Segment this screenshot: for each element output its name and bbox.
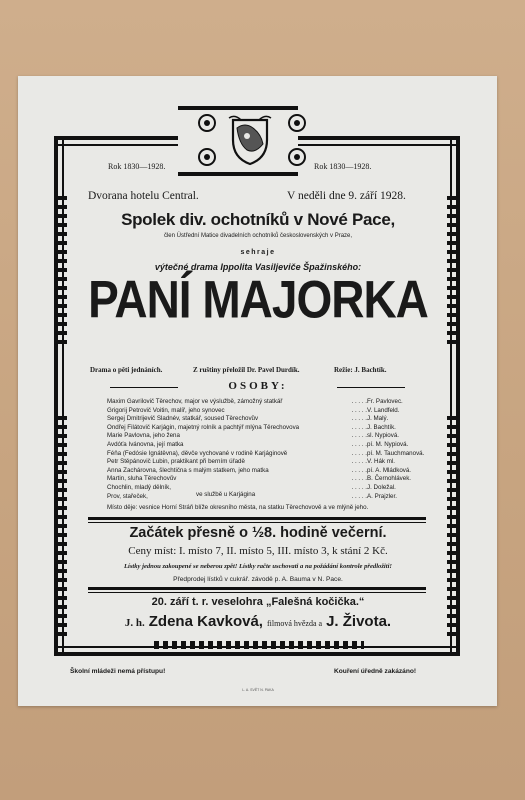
theatre-poster: [18, 76, 497, 706]
performance-date: V neděli dne 9. září 1928.: [287, 190, 406, 202]
cast-heading: OSOBY:: [228, 380, 288, 392]
cast-row: Martin, sluha Těrechovův . . . . . B. Černohlávek.: [107, 475, 412, 483]
play-title: PANÍ MAJORKA: [88, 269, 428, 329]
coat-of-arms-icon: [225, 114, 275, 166]
next-show: 20. září t. r. veselohra „Falešná kočička.“: [151, 596, 365, 608]
guest-prefix: J. h.: [124, 617, 145, 629]
subtitle-director: Režie: J. Bachtík.: [334, 366, 387, 374]
society-name: Spolek div. ochotníků v Nové Pace,: [121, 210, 395, 229]
ticket-prices: Ceny míst: I. místo 7, II. místo 5, III. místo 3, k stání 2 Kč.: [128, 545, 388, 557]
presale-info: Předprodej lístků v cukrář. závodě p. A. Bauma v N. Pace.: [173, 576, 343, 583]
society-membership: člen Ústřední Matice divadelních ochotníků československých v Praze,: [163, 233, 353, 239]
venue: Dvorana hotelu Central.: [88, 190, 199, 202]
rosette-ornament: [288, 148, 306, 166]
subtitle-acts: Drama o pěti jednáních.: [90, 366, 163, 374]
cast-row: Anna Zachárovna, šlechtična s malým statkem, jeho matka . . . . . pí. A. Mládková.: [107, 466, 412, 474]
cast-row: Marie Pavlovna, jeho žena . . . . . sl. Nypiová.: [107, 432, 399, 440]
drama-author-line: výtečné drama Ippolita Vasiljeviče Špažinského:: [154, 262, 362, 272]
cast-bracket-note: ve službě u Karjágina: [196, 491, 256, 498]
cast-row: Prov, stařeček, . . . . . A. Prajzler.: [107, 492, 397, 500]
cast-row: Sergej Dmitrijevič Sladnév, statkář, soused Těrechovův . . . . . J. Malý.: [107, 415, 389, 423]
rosette-ornament: [288, 114, 306, 132]
tickets-note: Lístky jednou zakoupené se neberou zpět! Lístky račte uschovati a na požádání kontrole předložiti!: [124, 563, 392, 570]
guest-role: filmová hvězda a: [266, 619, 323, 628]
footer-youth-notice: Školní mládeži nemá přístupu!: [70, 668, 166, 675]
printer-mark: L. A. SVĚT N. PAKA: [242, 688, 274, 692]
guest-second: J. Života.: [326, 613, 392, 630]
cast-row: Maxim Gavrilovič Těrechov, major ve výslužbě, zámožný statkář . . . . . Fr. Pavlovec.: [107, 398, 403, 405]
performs-word: sehraje: [240, 249, 276, 256]
subtitle-translator: Z ruštiny přeložil Dr. Pavel Durdík.: [193, 366, 300, 374]
year-right: Rok 1830—1928.: [314, 162, 372, 171]
guest-name: Zdena Kavková,: [148, 613, 263, 630]
cast-row: Chochlin, mladý dělník, . . . . . J. Doležal.: [107, 484, 396, 491]
year-left: Rok 1830—1928.: [108, 162, 166, 171]
place-of-action: Místo děje: vesnice Horní Stráň blíže okresního města, na statku Těrechovově a ve mlýně jeho.: [107, 504, 369, 511]
guest-line: [68, 613, 448, 631]
start-time: Začátek přesně o ½8. hodině večerní.: [129, 525, 387, 541]
cast-row: Grigorij Petrovič Voitin, malíř, jeho synovec . . . . . V. Landfeld.: [107, 406, 400, 414]
cast-row: Petr Štěpánovič Lubin, praktikant při berním úřadě . . . . . V. Hák ml.: [107, 458, 395, 466]
rosette-ornament: [198, 114, 216, 132]
footer-smoking-notice: Kouření úředně zakázáno!: [334, 668, 417, 675]
cast-row: Féňa (Fedósie Ignátěvna), děvče vychované v rodině Karjáginově . . . . . pí. M. Tauchmanová.: [107, 449, 425, 457]
cast-row: Avdóťa Ivánovna, její matka . . . . . pí. M. Nypiová.: [107, 441, 409, 448]
cast-row: Ondřej Filátovič Karjágin, majetný rolník a pachtýř mlýna Těrechovova . . . . . J. Bachtík.: [107, 423, 396, 431]
rosette-ornament: [198, 148, 216, 166]
